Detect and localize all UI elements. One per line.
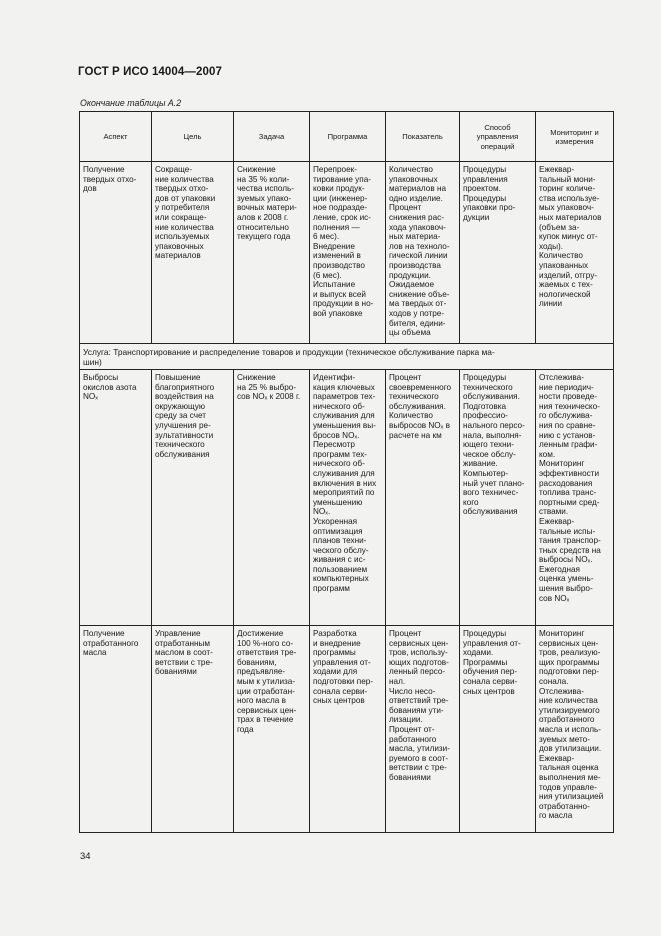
table-cell: Получение твердых отхо- дов	[80, 162, 152, 344]
column-header-monitoring: Мониторинг и измерения	[536, 112, 614, 162]
data-table	[79, 111, 614, 833]
column-header-operations-control: Способ управления операций	[460, 112, 536, 162]
table-cell: Сокраще- ние количества твердых отхо- дов от упаковки у потребителя или сокраще- ние количества используемых упаковочных материалов	[152, 162, 234, 344]
column-header-task: Задача	[234, 112, 310, 162]
table-cell: Разработка и внедрение программы управления от- ходами для подготовки пер- сонала серви- сных центров	[310, 626, 386, 833]
table-cell: Отслежива- ние периодич- ности проведе- ния техническо- го обслужива- ния по сравне- нию с установ- ленным графи- ком. Мониторинг эффективности расходования топлива транс- портными сред- ствами. Ежеквар- тальные испы- тания транспор- тных средств на выбросы NOₓ. Ежегодная оценка умень- шения выбро- сов NOₓ	[536, 370, 614, 626]
table-cell: Процедуры управления от- ходами. Программы обучения пер- сонала серви- сных центров	[460, 626, 536, 833]
table-cell: Получение отработанного масла	[80, 626, 152, 833]
table-row	[80, 370, 614, 626]
table-cell: Повышение благоприятного воздействия на окружающую среду за счет улучшения ре- зультативности технического обслуживания	[152, 370, 234, 626]
table-header-row	[80, 112, 614, 162]
table-cell: Идентифи- кация ключевых параметров тех- нического об- служивания для уменьшения вы- бросов NOₓ. Пересмотр программ тех- нического об- служивания для включения в них мероприятий по уменьшению NOₓ. Ускоренная оптимизация планов техни- ческого обслу- живания с ис- пользованием компьютерных программ	[310, 370, 386, 626]
table-cell: Процент своевременного технического обслуживания. Количество выбросов NOₓ в расчете на км	[386, 370, 460, 626]
column-header-indicator: Показатель	[386, 112, 460, 162]
table-caption: Окончание таблицы А.2	[80, 98, 182, 108]
document-title: ГОСТ Р ИСО 14004—2007	[78, 66, 223, 78]
page-number: 34	[80, 851, 91, 862]
table-cell: Ежеквар- тальный мони- торинг количе- ства используе- мых упаковоч- ных материалов (объем за- купок минус от- ходы). Количество упакованных изделий, отгру- жаемых с тех- нологической линии	[536, 162, 614, 344]
table-section-row	[80, 344, 614, 370]
table-cell: Процедуры технического обслуживания. Подготовка профессио- нального персо- нала, выполня- ющего техни- ческое обслу- живание. Компьютер- ный учет плано- вого техничес- кого обслуживания	[460, 370, 536, 626]
table-cell: Мониторинг сервисных цен- тров, реализую- щих программы подготовки пер- сонала. Отслежива- ние количества утилизируемого отработанного масла и исполь- зуемых мето- дов утилизации. Ежеквар- тальная оценка выполнения ме- тодов управле- ния утилизацией отработанно- го масла	[536, 626, 614, 833]
table-cell: Перепроек- тирование упа- ковки продук- ции (инженер- ное подразде- ление, срок ис- полнения — 6 мес). Внедрение изменений в производство (6 мес). Испытание и выпуск всей продукции в но- вой упаковке	[310, 162, 386, 344]
table-row	[80, 162, 614, 344]
column-header-aspect: Аспект	[80, 112, 152, 162]
table-cell: Процедуры управления проектом. Процедуры упаковки про- дукции	[460, 162, 536, 344]
table-cell: Снижение на 35 % коли- чества исполь- зуемых упако- вочных матери- алов к 2008 г. относительно текущего года	[234, 162, 310, 344]
table-cell: Выбросы окислов азота NOₓ	[80, 370, 152, 626]
table-cell: Управление отработанным маслом в соот- ветствии с тре- бованиями	[152, 626, 234, 833]
service-band: Услуга: Транспортирование и распределение товаров и продукции (техническое обслуживание парка ма- шин)	[80, 344, 614, 370]
table-cell: Количество упаковочных материалов на одно изделие. Процент снижения рас- хода упаковоч- ных материа- лов на техноло- гической линии производства продукции. Ожидаемое снижение объе- ма твердых от- ходов у потре- бителя, едини- цы объема	[386, 162, 460, 344]
column-header-program: Программа	[310, 112, 386, 162]
table-row	[80, 626, 614, 833]
table-cell: Снижение на 25 % выбро- сов NOₓ к 2008 г.	[234, 370, 310, 626]
table-cell: Достижение 100 %-ного со- ответствия тре- бованиям, предъявляе- мым к утилиза- ции отработан- ного масла в сервисных цен- трах в течение года	[234, 626, 310, 833]
column-header-goal: Цель	[152, 112, 234, 162]
table-cell: Процент сервисных цен- тров, использу- ющих подготов- ленный персо- нал. Число несо- ответствий тре- бованиям ути- лизации. Процент от- работанного масла, утилизи- руемого в соот- ветствии с тре- бованиями	[386, 626, 460, 833]
